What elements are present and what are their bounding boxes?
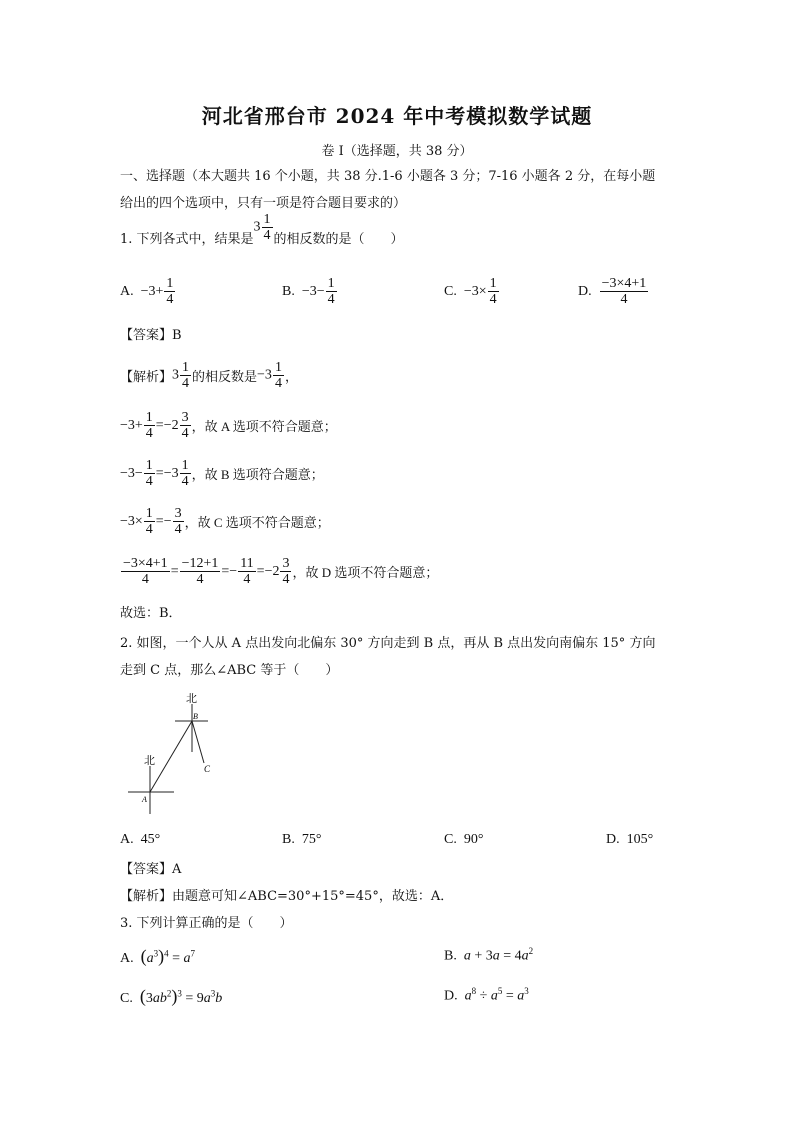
q2-stem-line1: 2. 如图，一个人从 A 点出发向北偏东 30° 方向走到 B 点，再从 B 点出发向南偏东 15° 方向 bbox=[120, 636, 656, 651]
q1-option-a[interactable] bbox=[120, 276, 176, 307]
q1-suffix: 的相反数的是（ ） bbox=[273, 232, 404, 247]
q2-stem-line2: 走到 C 点，那么∠ABC 等于（ ） bbox=[120, 663, 339, 678]
option-text: 75° bbox=[301, 832, 322, 847]
option-label: A. bbox=[120, 283, 134, 299]
frac-num: 1 bbox=[327, 276, 335, 291]
q1-mixed-num: 1 bbox=[263, 212, 271, 227]
point-c-label: C bbox=[204, 764, 211, 774]
q3-stem: 3. 下列计算正确的是（ ） bbox=[120, 916, 293, 931]
line-tail: ，故 A 选项不符合题意； bbox=[191, 419, 337, 434]
point-b-label: B bbox=[193, 712, 198, 721]
q3-option-b[interactable]: B. $a + 3a = 4a^2$ bbox=[444, 946, 534, 964]
q1-mixed-number bbox=[254, 212, 274, 243]
frac-den: 4 bbox=[166, 292, 174, 307]
option-text: 105° bbox=[626, 832, 654, 847]
option-label: C. bbox=[444, 832, 457, 847]
option-expr: −3× bbox=[463, 283, 487, 299]
option-label: B. bbox=[282, 283, 295, 299]
line-tail: ，故 D 选项不符合题意； bbox=[292, 565, 439, 580]
q3-option-d[interactable]: D. $a^8 \div a^5 = a^3$ bbox=[444, 986, 529, 1004]
page-title: 河北省邢台市 2024 年中考模拟数学试题 bbox=[201, 104, 593, 128]
q1-option-c[interactable] bbox=[444, 276, 500, 307]
q1-conclusion: 故选：B． bbox=[120, 606, 182, 621]
analysis-text: 的相反数是 bbox=[192, 370, 258, 385]
q1-mixed-whole: 3 bbox=[253, 219, 261, 235]
q2-option-d[interactable] bbox=[606, 832, 653, 848]
segment-bc bbox=[192, 721, 204, 763]
option-label: B. bbox=[444, 948, 457, 964]
frac-num: −3×4+1 bbox=[601, 276, 647, 291]
q2-option-a[interactable] bbox=[120, 832, 160, 848]
q1-option-b[interactable] bbox=[282, 276, 338, 307]
option-expr: −3+ bbox=[140, 283, 164, 299]
option-label: A. bbox=[120, 951, 134, 966]
section-intro-line1: 一、选择题（本大题共 16 个小题，共 38 分.1-6 小题各 3 分；7-16 小题各 2 分，在每小题 bbox=[120, 169, 656, 184]
section-intro-line2: 给出的四个选项中，只有一项是符合题目要求的） bbox=[120, 196, 407, 211]
q1-option-d[interactable] bbox=[578, 276, 649, 307]
option-label: C. bbox=[120, 991, 133, 1006]
q1-analysis-line3: −3× $\frac{1}{4}$ =− $\frac{3}{4}$ ，故 C 选项不符合题意； bbox=[120, 506, 330, 537]
frac-num: 1 bbox=[489, 276, 497, 291]
q2-option-c[interactable] bbox=[444, 832, 483, 848]
q1-analysis-line0: 【解析】 3 $\frac{1}{4}$ 的相反数是 −3 $\frac{1}{4}$ ， bbox=[120, 360, 298, 391]
frac-den: 4 bbox=[620, 292, 628, 307]
option-label: B. bbox=[282, 832, 295, 847]
analysis-label: 【解析】 bbox=[120, 370, 173, 385]
q3-option-c[interactable]: C. $(3ab^2)^3 = 9a^3b$ bbox=[120, 986, 223, 1006]
option-label: A. bbox=[120, 832, 134, 847]
frac-den: 4 bbox=[327, 292, 335, 307]
option-label: D. bbox=[444, 988, 458, 1004]
question-1-stem bbox=[120, 212, 404, 253]
option-label: C. bbox=[444, 283, 457, 299]
north-label-a: 北 bbox=[144, 754, 155, 767]
north-label-b: 北 bbox=[186, 692, 197, 705]
option-label: D. bbox=[578, 283, 592, 299]
option-label: D. bbox=[606, 832, 620, 847]
option-text: 45° bbox=[140, 832, 161, 847]
segment-ab bbox=[150, 721, 192, 792]
frac-den: 4 bbox=[489, 292, 497, 307]
line-tail: ，故 C 选项不符合题意； bbox=[184, 515, 330, 530]
line-tail: ，故 B 选项符合题意； bbox=[191, 467, 324, 482]
point-a-label: A bbox=[142, 795, 147, 804]
q1-prefix: 1. 下列各式中，结果是 bbox=[120, 232, 254, 247]
q1-analysis-line2: −3− $\frac{1}{4}$ =−3 $\frac{1}{4}$ ，故 B 选项符合题意； bbox=[120, 458, 324, 489]
q1-analysis-line4: $\frac{-3\times 4+1}{4}$ = $\frac{-12+1}{4}$ =− $\frac{11}{4}$ =−2 $\frac{3}{4}$ ，故 D 选项不符合题意； bbox=[123, 556, 439, 587]
frac-num: 1 bbox=[166, 276, 174, 291]
q1-analysis-line1: −3+ $\frac{1}{4}$ =−2 $\frac{3}{4}$ ，故 A 选项不符合题意； bbox=[120, 410, 337, 441]
q1-mixed-den: 4 bbox=[263, 228, 271, 243]
q2-option-b[interactable] bbox=[282, 832, 321, 848]
q2-analysis: 【解析】由题意可知∠ABC=30°+15°=45°，故选：A． bbox=[120, 889, 454, 904]
q2-answer: 【答案】A bbox=[120, 862, 182, 877]
q3-option-a[interactable]: A. $(a^3)^4 = a^7$ bbox=[120, 946, 196, 966]
section-subtitle: 卷 I（选择题，共 38 分） bbox=[321, 144, 473, 159]
option-expr: −3− bbox=[301, 283, 325, 299]
q1-answer: 【答案】B bbox=[120, 328, 182, 343]
q2-figure bbox=[120, 688, 230, 818]
option-text: 90° bbox=[463, 832, 484, 847]
